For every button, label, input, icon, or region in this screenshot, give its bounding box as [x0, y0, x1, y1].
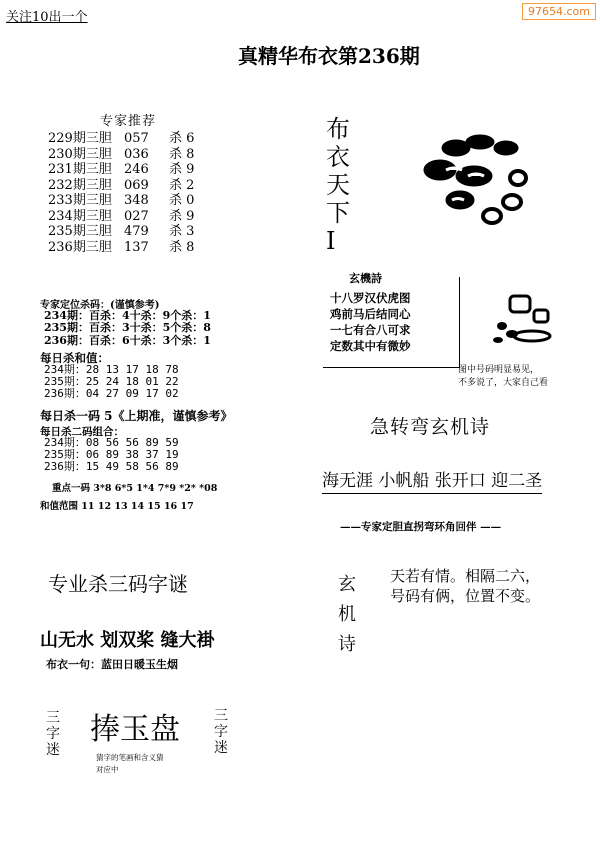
- prediction-numbers: 069: [124, 177, 149, 193]
- buyi-vertical-char: 天: [326, 171, 350, 199]
- riddle-hint-line: 猜字的笔画和含义猜: [96, 753, 164, 762]
- poem-line: 定数其中有微妙: [330, 339, 411, 353]
- buyi-vertical-char: I: [326, 227, 336, 255]
- buyi-vertical-char: 衣: [326, 143, 350, 171]
- daily-two-code-row: 234期：08 56 56 89 59: [44, 436, 179, 449]
- picture-clue-1: [418, 130, 548, 230]
- prediction-row: [48, 224, 194, 240]
- ji-poem-title: 急转弯玄机诗: [370, 416, 491, 438]
- daily-one-code: 每日杀一码 5《上期准，谨慎参考》: [40, 409, 233, 423]
- prediction-kill: 杀 8: [169, 239, 195, 255]
- daily-sum-kill-row: 236期：04 27 09 17 02: [44, 387, 179, 400]
- ring-shape: [514, 331, 550, 341]
- page-title: 真精华布衣第236期: [238, 44, 420, 68]
- buyi-line: 布衣一句：蓝田日暖玉生烟: [46, 658, 178, 671]
- prediction-kill: 杀 6: [169, 131, 195, 146]
- blob-shape: [493, 337, 503, 343]
- prediction-numbers: 246: [124, 162, 149, 177]
- prediction-kill: 杀 2: [169, 177, 195, 193]
- buyi-vertical-char: 布: [326, 115, 350, 143]
- poem-line: 鸡前马后结同心: [330, 307, 411, 321]
- prediction-issue: 229期三胆: [48, 131, 112, 146]
- daily-sum-kill-row: 235期：25 24 18 01 22: [44, 375, 179, 388]
- ji-poem-answers: 海无涯 小帆船 张开口 迎二圣: [322, 466, 542, 494]
- prediction-row: [48, 162, 194, 178]
- xuanji-vertical-char: 玄: [338, 574, 356, 595]
- prediction-numbers: 036: [124, 146, 149, 162]
- prediction-numbers: 348: [124, 193, 149, 208]
- key-codes: 重点一码 3*8 6*5 1*4 7*9 *2* *08: [52, 483, 218, 494]
- sum-range: 和值范围 11 12 13 14 15 16 17: [40, 501, 194, 512]
- prediction-numbers: 057: [124, 131, 149, 146]
- position-kill-row: 235期：百杀：3十杀：5个杀：8: [44, 321, 211, 335]
- predictions-heading: 专家推荐: [100, 114, 157, 129]
- daily-sum-kill-heading: 每日杀和值：: [40, 351, 109, 365]
- buyi-vertical-title: [326, 115, 354, 255]
- poem-line: 一七有合八可求: [330, 323, 411, 337]
- daily-sum-kill-row: 234期：28 13 17 18 78: [44, 363, 179, 376]
- prediction-kill: 杀 0: [169, 193, 195, 208]
- riddle3-title: 专业杀三码字谜: [48, 572, 188, 596]
- poem-lines: [330, 290, 411, 354]
- prediction-row: [48, 131, 194, 147]
- blob-shape: [497, 322, 507, 330]
- xuanji-lines: [390, 566, 540, 606]
- prediction-issue: 230期三胆: [48, 146, 112, 162]
- prediction-numbers: 027: [124, 208, 149, 224]
- prediction-kill: 杀 9: [169, 208, 195, 224]
- prediction-row: [48, 209, 194, 225]
- riddle-hint-line: 对应中: [96, 765, 119, 774]
- prediction-numbers: 479: [124, 224, 149, 239]
- xuanji-line: 号码有俩，位置不变。: [390, 587, 541, 605]
- prediction-issue: 232期三胆: [48, 177, 112, 193]
- top-note: 关注10出一个: [6, 10, 88, 25]
- blob-shape: [494, 141, 518, 155]
- position-kill-row: 234期：百杀：4十杀：9个杀：1: [44, 309, 211, 322]
- prediction-issue: 235期三胆: [48, 224, 112, 239]
- ring-shape: [483, 209, 501, 223]
- daily-two-code-heading: 每日杀二码组合：: [40, 426, 124, 438]
- xuanji-vertical-char: 诗: [338, 634, 356, 655]
- blob-highlight: [452, 199, 464, 201]
- position-kill-row: 236期：百杀：6十杀：3个杀：1: [44, 333, 211, 347]
- picture-clue-2: [488, 290, 560, 352]
- poem-title: 玄機詩: [345, 270, 386, 286]
- prediction-kill: 杀 9: [169, 162, 195, 177]
- daily-two-code-row: 235期：06 89 38 37 19: [44, 448, 179, 461]
- position-kill-list: [44, 310, 211, 347]
- prediction-row: [48, 193, 194, 209]
- blob-shape: [466, 135, 494, 149]
- prediction-issue: 231期三胆: [48, 162, 112, 177]
- riddle3-answer: 山无水 划双桨 缝大褂: [40, 630, 215, 651]
- prediction-issue: 233期三胆: [48, 193, 112, 208]
- prediction-kill: 杀 3: [169, 224, 195, 239]
- prediction-row: [48, 240, 194, 256]
- position-kill-heading: 专家定位杀码：(谨慎参考): [40, 300, 160, 311]
- prediction-kill: 杀 8: [169, 146, 195, 162]
- three-char-riddle-label-left: 三字迷: [46, 710, 60, 758]
- expert-line: ——专家定胆直拐弯环角回伴 ——: [340, 521, 502, 533]
- ring-shape: [503, 195, 521, 209]
- xuanji-line: 天若有情。相隔二六，: [390, 567, 541, 585]
- ring-shape: [534, 310, 548, 322]
- blob-highlight: [468, 174, 484, 176]
- prediction-row: [48, 147, 194, 163]
- daily-sum-kill-list: [44, 364, 179, 400]
- code-hint-line: 不多说了，大家自己看: [458, 378, 549, 388]
- blob-shape: [506, 330, 518, 338]
- xuanji-vertical-title: [338, 570, 358, 660]
- prediction-issue: 236期三胆: [48, 239, 112, 255]
- poem-line: 十八罗汉伏虎图: [330, 291, 411, 305]
- ring-shape: [510, 296, 530, 312]
- three-char-riddle-label-right: 三字迷: [214, 708, 228, 756]
- prediction-row: [48, 178, 194, 194]
- buyi-vertical-char: 下: [326, 199, 350, 227]
- watermark-badge[interactable]: 97654.com: [522, 3, 596, 20]
- daily-two-code-row: 236期：15 49 58 56 89: [44, 460, 179, 473]
- predictions-list: [48, 131, 194, 255]
- blob-highlight: [446, 168, 462, 170]
- prediction-issue: 234期三胆: [48, 208, 112, 224]
- prediction-numbers: 137: [124, 239, 149, 255]
- xuanji-vertical-char: 机: [338, 604, 356, 625]
- daily-two-code-list: [44, 437, 179, 473]
- ring-shape: [510, 171, 526, 185]
- three-char-riddle: 捧玉盘: [90, 712, 180, 747]
- code-hint-line: 图中号码明显易见，: [458, 365, 540, 375]
